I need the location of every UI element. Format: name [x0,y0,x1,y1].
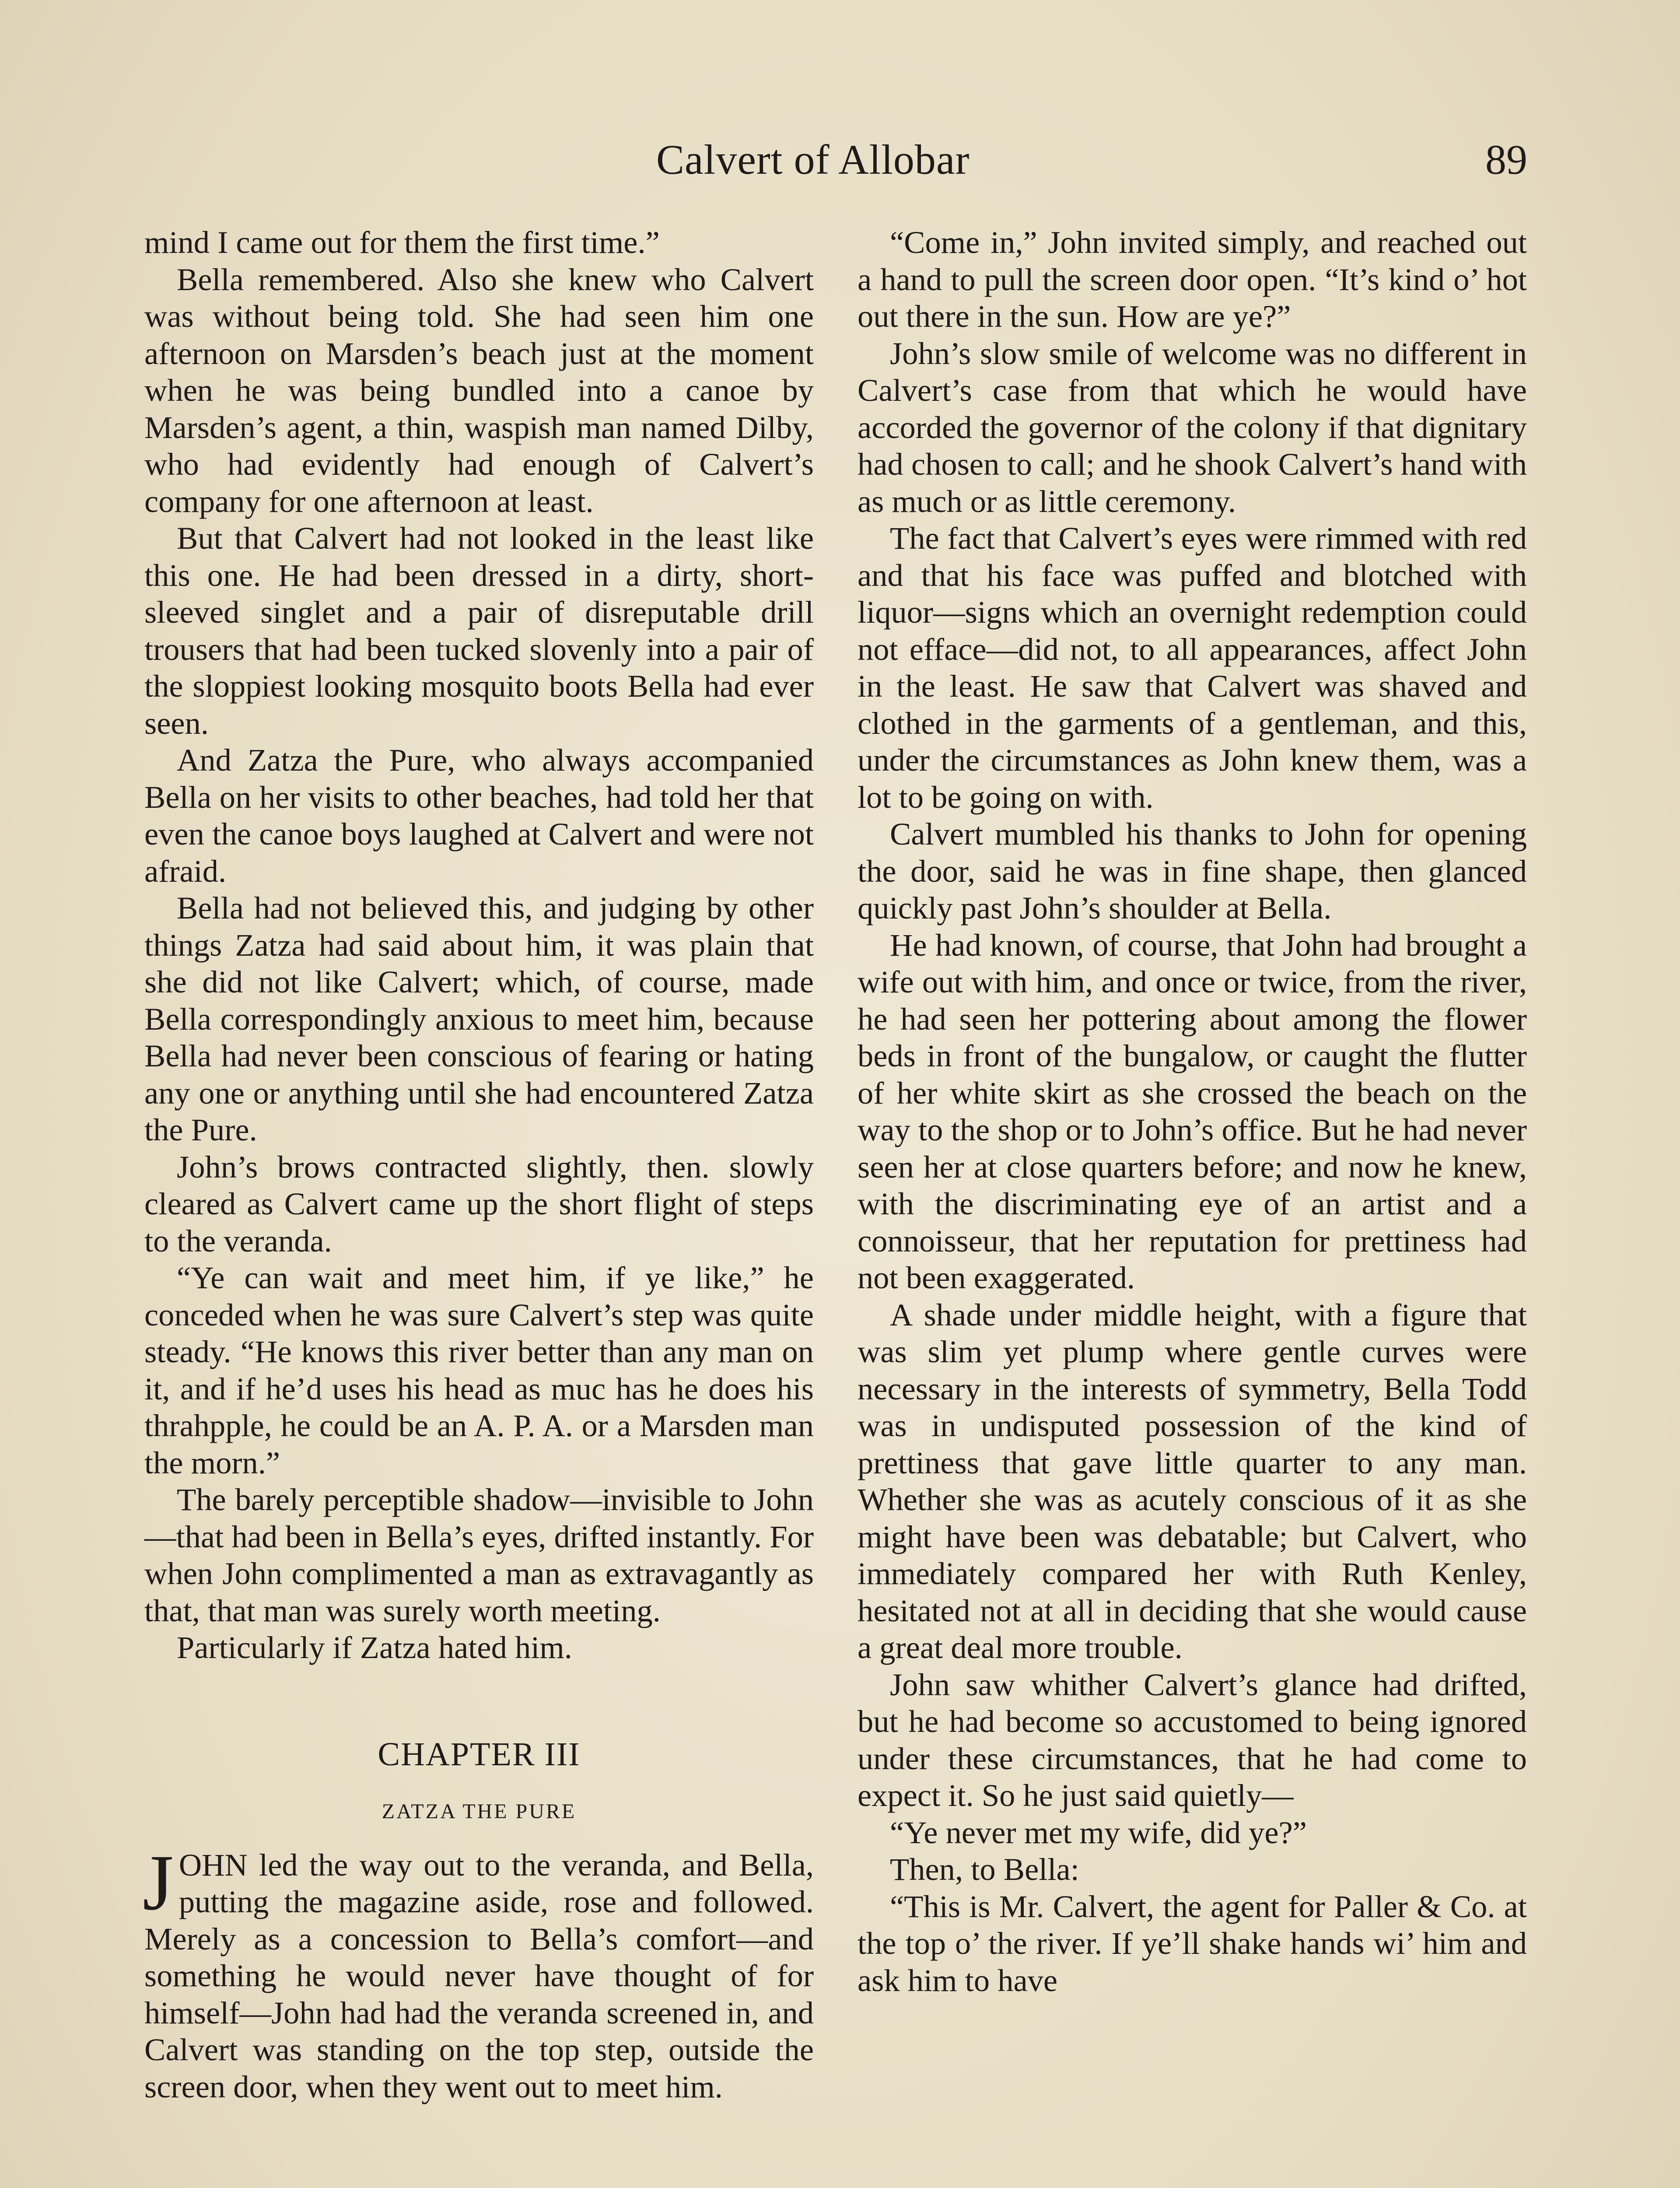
paragraph: “This is Mr. Calvert, the agent for Paller & Co. at the top o’ the river. If ye’ll shake hands wi’ him and ask him to have [858,1888,1527,1998]
paragraph: “Come in,” John invited simply, and reached out a hand to pull the screen door open. “It’s kind o’ hot out there in the sun. How are ye?” [858,224,1527,334]
paragraph: John’s brows contracted slightly, then. slowly cleared as Calvert came up the short flight of steps to the veranda. [144,1149,814,1259]
running-title: Calvert of Allobar [656,136,970,183]
left-column [144,224,814,2105]
paragraph: The fact that Calvert’s eyes were rimmed with red and that his face was puffed and blotched with liquor—signs which an overnight redemption could not efface—did not, to all appearances, affect John in the least. He saw that Calvert was shaved and clothed in the garments of a gentleman, and this, under the circumstances as John knew them, was a lot to be going on with. [858,520,1527,815]
paragraph: John’s slow smile of welcome was no different in Calvert’s case from that which he would have accorded the governor of the colony if that dignitary had chosen to call; and he shook Calvert’s hand with as much or as little ceremony. [858,335,1527,519]
paragraph: A shade under middle height, with a figure that was slim yet plump where gentle curves were necessary in the interests of symmetry, Bella Todd was in undisputed possession of the kind of prettiness that gave little quarter to any man. Whether she was as acutely conscious of it as she might have been was debatable; but Calvert, who immediately compared her with Ruth Kenley, hesitated not at all in deciding that she would cause a great deal more trouble. [858,1297,1527,1665]
paragraph: “Ye never met my wife, did ye?” [890,1814,1307,1850]
drop-cap: J [143,1838,174,1927]
paragraph: He had known, of course, that John had brought a wife out with him, and once or twice, from the river, he had seen her pottering about among the flower beds in front of the bungalow, or caught the flutter of her white skirt as she crossed the beach on the way to the shop or to John’s office. But he had never seen her at close quarters before; and now he knew, with the discriminating eye of an artist and a connoisseur, that her reputation for prettiness had not been exaggerated. [858,927,1527,1295]
right-column [858,224,1527,1999]
page-header [0,127,1680,193]
page-number: 89 [1485,136,1527,183]
chapter-opening-text: OHN led the way out to the veranda, and Bella, putting the magazine aside, rose and followed. Merely as a concession to Bella’s comfort—and something he would never have thought of for himself—John had had the veranda screened in, and Calvert was standing on the top step, outside the screen door, when they went out to meet him. [144,1847,814,2104]
paragraph: Bella remembered. Also she knew who Calvert was without being told. She had seen him one afternoon on Marsden’s beach just at the moment when he was being bundled into a canoe by Marsden’s agent, a thin, waspish man named Dilby, who had evidently had enough of Calvert’s company for one afternoon at least. [144,261,814,519]
paragraph: John saw whither Calvert’s glance had drifted, but he had become so accustomed to being ignored under these circumstances, that he had come to expect it. So he just said quietly— [858,1666,1527,1813]
chapter-subtitle: ZATZA THE PURE [382,1799,577,1823]
paragraph: “Ye can wait and meet him, if ye like,” he conceded when he was sure Calvert’s step was quite steady. “He knows this river better than any man on it, and if he’d uses his head as muc has he does his thrahpple, he could be an A. P. A. or a Marsden man the morn.” [144,1260,814,1480]
paragraph: mind I came out for them the first time.” [144,224,660,260]
paragraph: Bella had not believed this, and judging by other things Zatza had said about him, it was plain that she did not like Calvert; which, of course, made Bella correspondingly anxious to meet him, because Bella had never been conscious of fearing or hating any one or anything until she had encountered Zatza the Pure. [144,890,814,1147]
chapter-opening-paragraph [143,1838,814,2106]
paragraph: But that Calvert had not looked in the least like this one. He had been dressed in a dirty, short-sleeved singlet and a pair of disreputable drill trousers that had been tucked slovenly into a pair of the sloppiest looking mosquito boots Bella had ever seen. [144,520,814,741]
chapter-heading: CHAPTER III [378,1736,581,1773]
paragraph: Particularly if Zatza hated him. [177,1630,572,1665]
paragraph: Calvert mumbled his thanks to John for opening the door, said he was in fine shape, then glanced quickly past John’s shoulder at Bella. [858,816,1527,926]
paragraph: And Zatza the Pure, who always accompanied Bella on her visits to other beaches, had told her that even the canoe boys laughed at Calvert and were not afraid. [144,742,814,889]
paragraph: The barely perceptible shadow—invisible to John—that had been in Bella’s eyes, drifted instantly. For when John complimented a man as extravagantly as that, that man was surely worth meeting. [144,1482,814,1628]
paragraph: Then, to Bella: [890,1851,1079,1887]
